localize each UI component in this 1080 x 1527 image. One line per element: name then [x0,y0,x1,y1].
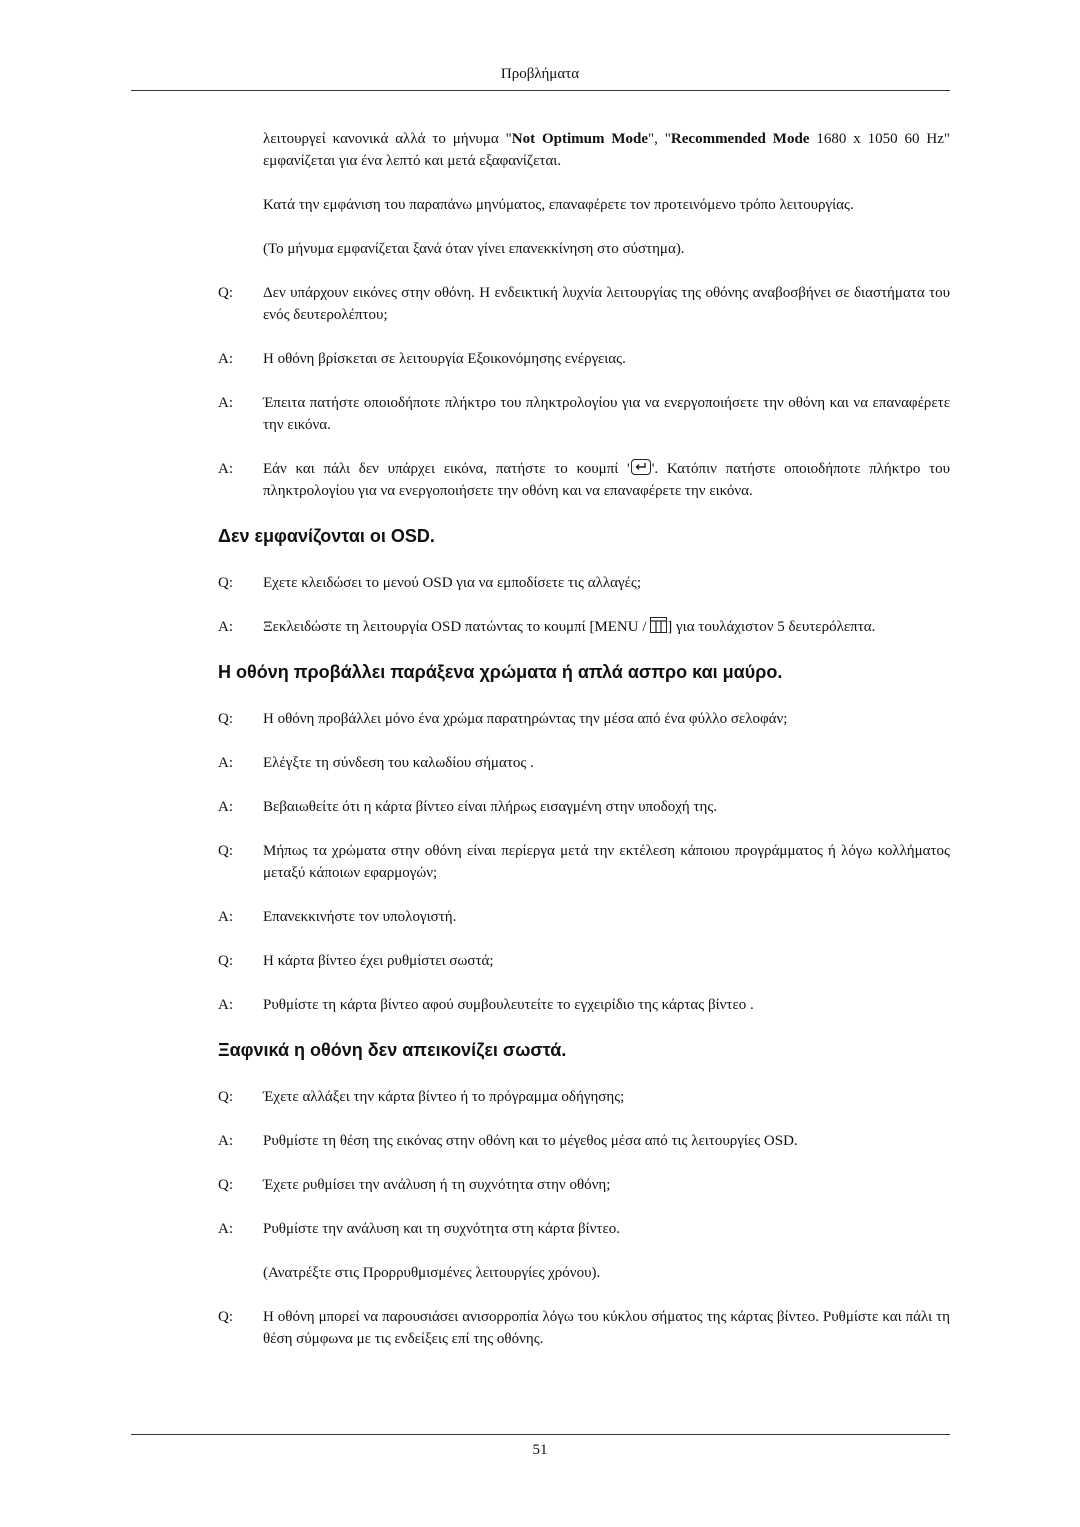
recommended-mode-text: Recommended Mode [670,131,810,147]
qa-mark: A: [218,351,233,367]
qa-text: Βεβαιωθείτε ότι η κάρτα βίντεο είναι πλήρως εισαγμένη στην υποδοχή της. [263,799,718,815]
qa-item [218,572,950,594]
section-heading-display: Ξαφνικά η οθόνη δεν απεικονίζει σωστά. [218,1040,567,1060]
qa-item [218,796,950,818]
qa-mark: A: [218,619,233,635]
qa-mark: A: [218,755,233,771]
qa-item [218,840,950,884]
qa-item: A: Ξεκλειδώστε τη λειτουργία OSD πατώντας το κουμπί [MENU / ] για τουλάχιστον 5 δευτερόλεπτα. [218,616,950,638]
qa-item [218,906,950,928]
qa-item [218,950,950,972]
qa-mark: Q: [218,285,233,301]
intro-paragraph-3: (Το μήνυμα εμφανίζεται ξανά όταν γίνει επανεκκίνηση στο σύστημα). [263,241,685,257]
qa-mark: Q: [218,1309,233,1325]
intro-paragraph-2: Κατά την εμφάνιση του παραπάνω μηνύματος, επαναφέρετε τον προτεινόμενο τρόπο λειτουργίας. [263,197,854,213]
qa-mark: Q: [218,711,233,727]
enter-key-icon [631,459,651,475]
qa-item [218,1306,950,1350]
qa-item [218,1218,950,1240]
qa-text: Έχετε αλλάξει την κάρτα βίντεο ή το πρόγραμμα οδήγησης; [263,1089,625,1105]
note-paragraph: (Ανατρέξτε στις Προρρυθμισμένες λειτουργίες χρόνου). [263,1265,601,1281]
qa-mark: A: [218,997,233,1013]
qa-text: Επανεκκινήστε τον υπολογιστή. [263,909,457,925]
qa-item [218,994,950,1016]
page-content [218,128,950,1372]
qa-text: Ρυθμίστε την ανάλυση και τη συχνότητα στη κάρτα βίντεο. [263,1221,621,1237]
qa-text: Εχετε κλειδώσει το μενού OSD για να εμποδίσετε τις αλλαγές; [263,575,642,591]
qa-mark: Q: [218,1177,233,1193]
section-heading-colors: Η οθόνη προβάλλει παράξενα χρώματα ή απλά ασπρο και μαύρο. [218,662,783,682]
section-heading-osd: Δεν εμφανίζονται οι OSD. [218,526,435,546]
qa-text: Μήπως τα χρώματα στην οθόνη είναι περίεργα μετά την εκτέλεση κάποιου προγράμματος ή λόγω κολλήματος μεταξύ κάποιων εφαρμογών; [263,843,950,881]
qa-text: Έπειτα πατήστε οποιοδήποτε πλήκτρο του πληκτρολογίου για να ενεργοποιήσετε την οθόνη και να επαναφέρετε την εικόνα. [263,395,950,433]
intro-paragraph-1: λειτουργεί κανονικά αλλά το μήνυμα "Not Optimum Mode", "Recommended Mode 1680 x 1050 60 Hz" εμφανίζεται για ένα λεπτό και μετά εξαφανίζεται. [263,131,950,169]
footer-rule [131,1434,950,1435]
qa-mark: Q: [218,953,233,969]
qa-item [218,1086,950,1108]
qa-item [218,752,950,774]
qa-text: Ελέγξτε τη σύνδεση του καλωδίου σήματος . [263,755,534,771]
qa-item [218,392,950,436]
qa-mark: Q: [218,1089,233,1105]
page-header-title: Προβλήματα [500,66,580,82]
qa-text: Ρυθμίστε τη θέση της εικόνας στην οθόνη και το μέγεθος μέσα από τις λειτουργίες OSD. [263,1133,798,1149]
qa-item: A: Εάν και πάλι δεν υπάρχει εικόνα, πατήστε το κουμπί ' '. Κατόπιν πατήστε οποιοδήποτε πλήκτρο του πληκτρολογίου για να ενεργοποιήσετε την οθόνη και να επαναφέρετε την εικόνα. [218,458,950,502]
qa-text: Δεν υπάρχουν εικόνες στην οθόνη. Η ενδεικτική λυχνία λειτουργίας της οθόνης αναβοσβήνει σε διαστήματα του ενός δευτερολέπτου; [263,285,950,323]
menu-icon [650,617,667,633]
qa-item [218,348,950,370]
page-number: 51 [532,1442,548,1458]
qa-mark: A: [218,799,233,815]
qa-item [218,708,950,730]
qa-text: Η οθόνη μπορεί να παρουσιάσει ανισορροπία λόγω του κύκλου σήματος της κάρτας βίντεο. Ρυθμίστε και πάλι τη θέση σύμφωνα με τις ενδείξεις επί της οθόνης. [263,1309,950,1347]
qa-text: Η οθόνη προβάλλει μόνο ένα χρώμα παρατηρώντας την μέσα από ένα φύλλο σελοφάν; [263,711,788,727]
qa-mark: A: [218,909,233,925]
qa-mark: A: [218,461,233,477]
qa-mark: Q: [218,843,233,859]
qa-item [218,282,950,326]
qa-text: Έχετε ρυθμίσει την ανάλυση ή τη συχνότητα στην οθόνη; [263,1177,611,1193]
qa-mark: Q: [218,575,233,591]
qa-text: Η κάρτα βίντεο έχει ρυθμίστει σωστά; [263,953,494,969]
header-rule [131,90,950,91]
qa-item [218,1174,950,1196]
qa-mark: A: [218,1133,233,1149]
qa-text: Η οθόνη βρίσκεται σε λειτουργία Εξοικονόμησης ενέργειας. [263,351,626,367]
qa-item [218,1130,950,1152]
qa-text: Ρυθμίστε τη κάρτα βίντεο αφού συμβουλευτείτε το εγχειρίδιο της κάρτας βίντεο . [263,997,754,1013]
qa-mark: A: [218,395,233,411]
qa-mark: A: [218,1221,233,1237]
not-optimum-mode-text: Not Optimum Mode [511,131,649,147]
